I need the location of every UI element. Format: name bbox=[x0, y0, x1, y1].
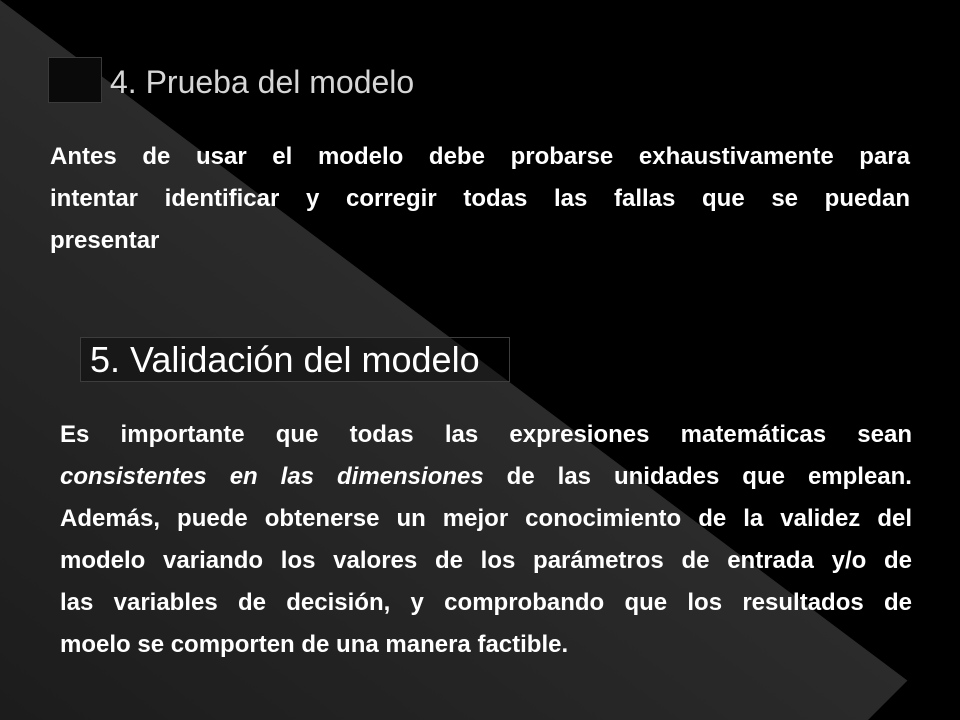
section-5-title: 5. Validación del modelo bbox=[90, 339, 480, 380]
body-line: modelo variando los valores de los parámetros de entrada y/o de bbox=[60, 547, 912, 574]
section-4-body bbox=[50, 136, 910, 262]
body-text: de las unidades que emplean. bbox=[506, 463, 912, 490]
section-4-title: 4. Prueba del modelo bbox=[110, 64, 415, 100]
title-accent-box bbox=[48, 57, 102, 103]
body-line: Es importante que todas las expresiones matemáticas sean bbox=[60, 421, 912, 448]
body-line: moelo se comporten de una manera factible. bbox=[60, 631, 569, 658]
body-line: las variables de decisión, y comprobando que los resultados de bbox=[60, 589, 912, 616]
body-line bbox=[60, 456, 912, 498]
body-line: intentar identificar y corregir todas las fallas que se puedan bbox=[50, 185, 910, 212]
body-line: Además, puede obtenerse un mejor conocimiento de la validez del bbox=[60, 505, 912, 532]
emphasized-text: consistentes en las dimensiones bbox=[60, 463, 484, 490]
section-5-title-box bbox=[80, 337, 510, 382]
body-line: Antes de usar el modelo debe probarse exhaustivamente para bbox=[50, 143, 910, 170]
body-line: presentar bbox=[50, 227, 160, 254]
section-5-body bbox=[60, 414, 912, 666]
